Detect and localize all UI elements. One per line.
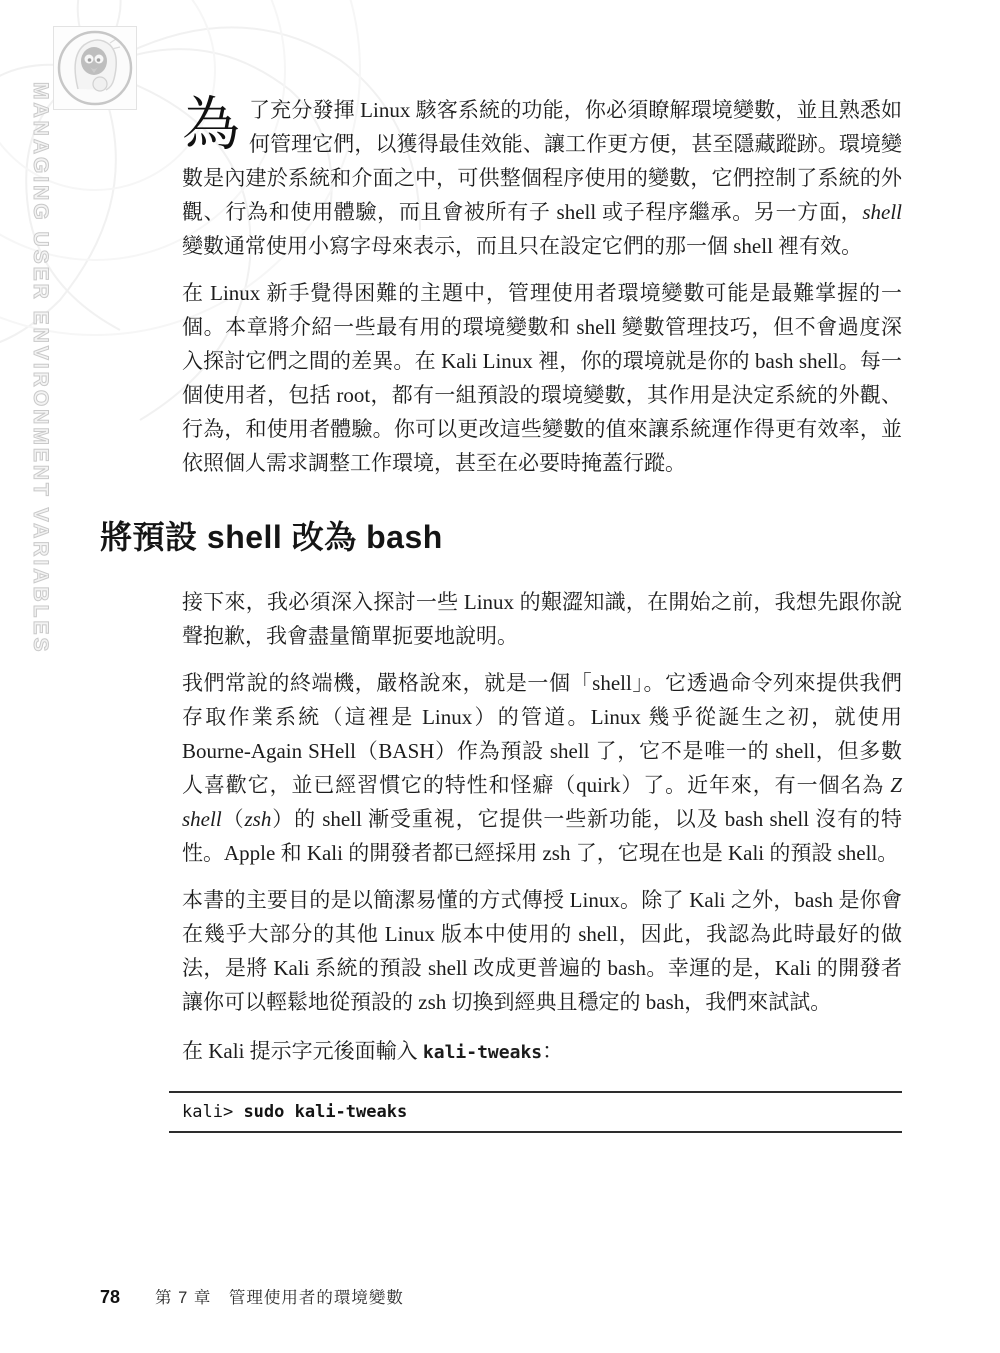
section-heading: 將預設 shell 改為 bash <box>100 519 443 555</box>
running-title-vertical: MANAGING USER ENVIRONMENT VARIABLES <box>29 82 52 655</box>
hooded-penguin-mascot-icon <box>54 27 136 109</box>
code-block <box>169 1091 902 1133</box>
text-column <box>100 92 902 1133</box>
paragraph-command-intro: 在 Kali 提示字元後面輸入 kali-tweaks： <box>182 1039 564 1063</box>
intro-paragraph-text: 了充分發揮 Linux 駭客系統的功能，你必須瞭解環境變數，並且熟悉如何管理它們，以獲得最佳效能、讓工作更方便，甚至隱藏蹤跡。環境變數是內建於系統和介面之中，可供整個程序使用的變數，它們控制了系統的外觀、行為和使用體驗，而且會被所有子 shell 或子程序繼承。另一方面，shell 變數通常使用小寫字母來表示，而且只在設定它們的那一個 shell 裡有效。 <box>182 98 902 258</box>
shell-prompt: kali> <box>182 1102 234 1122</box>
chapter-footer-label: 第 7 章 管理使用者的環境變數 <box>155 1289 404 1307</box>
page-number: 78 <box>100 1287 121 1307</box>
shell-command: sudo kali-tweaks <box>243 1102 408 1122</box>
paragraph-shell-history: 我們常說的終端機，嚴格說來，就是一個「shell」。它透過命令列來提供我們存取作業系統（這裡是 Linux）的管道。Linux 幾乎從誕生之初，就使用 Bourne-Again SHell（BASH）作為預設 shell 了，它不是唯一的 shell，但多數人喜歡它，並已經習慣它的特性和怪癖（quirk）了。近年來，有一個名為 Z shell（zsh）的 shell 漸受重視，它提供一些新功能，以及 bash shell 沒有的特性。Apple 和 Kali 的開發者都已經採用 zsh 了，它現在也是 Kali 的預設 shell。 <box>182 671 902 865</box>
paragraph-why-bash: 本書的主要目的是以簡潔易懂的方式傳授 Linux。除了 Kali 之外，bash 是你會在幾乎大部分的其他 Linux 版本中使用的 shell，因此，我認為此時最好的做法，是將 Kali 系統的預設 shell 改成更普遍的 bash。幸運的是，Kali 的開發者讓你可以輕鬆地從預設的 zsh 切換到經典且穩定的 bash，我們來試試。 <box>182 888 902 1014</box>
page-footer <box>100 1284 404 1308</box>
publisher-logo <box>53 26 137 110</box>
intro-paragraph <box>182 93 902 263</box>
paragraph-apology: 接下來，我必須深入探討一些 Linux 的艱澀知識，在開始之前，我想先跟你說聲抱歉，我會盡量簡單扼要地說明。 <box>182 590 902 648</box>
drop-cap: 為 <box>182 92 241 157</box>
paragraph-overview: 在 Linux 新手覺得困難的主題中，管理使用者環境變數可能是最難掌握的一個。本章將介紹一些最有用的環境變數和 shell 變數管理技巧，但不會過度深入探討它們之間的差異。在 Kali Linux 裡，你的環境就是你的 bash shell。每一個使用者，包括 root，都有一組預設的環境變數，其作用是決定系統的外觀、行為，和使用者體驗。你可以更改這些變數的值來讓系統運作得更有效率，並依照個人需求調整工作環境，甚至在必要時掩蓋行蹤。 <box>182 281 902 475</box>
